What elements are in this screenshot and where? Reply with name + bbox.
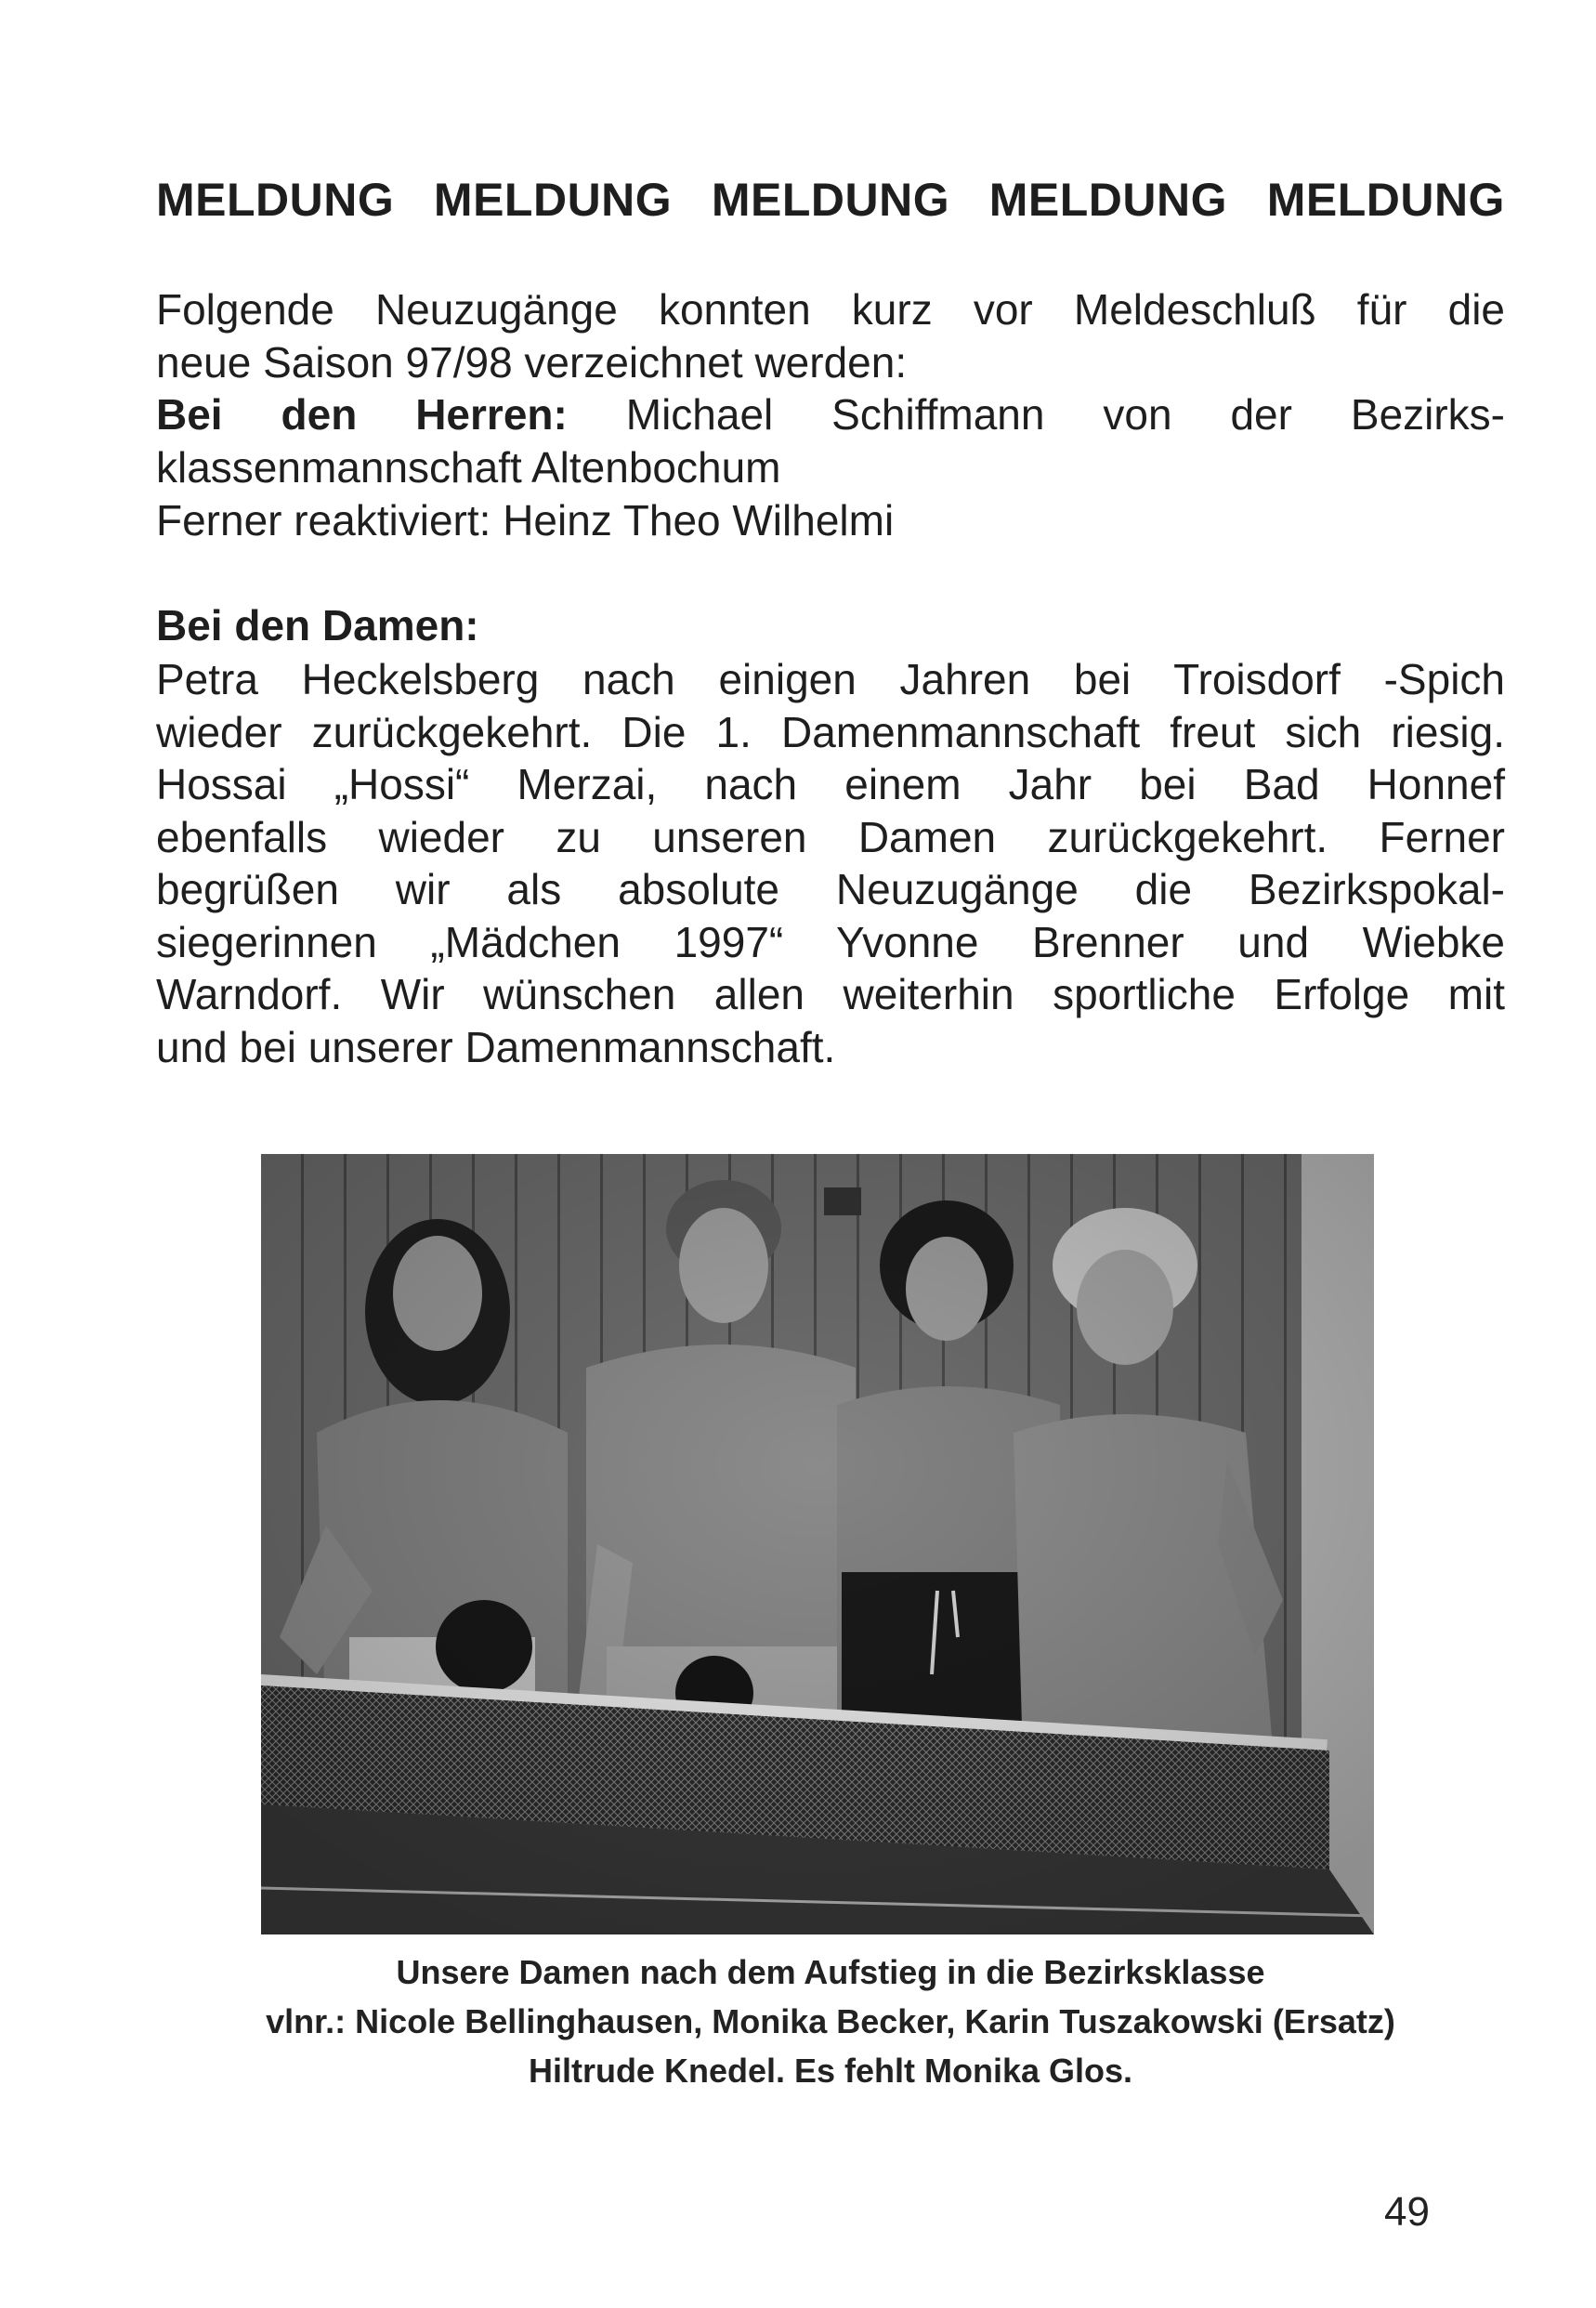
text-line: neue Saison 97/98 verzeichnet werden: — [156, 337, 908, 387]
headline-word: MELDUNG — [433, 174, 673, 226]
headline-word: MELDUNG — [988, 174, 1228, 226]
caption-line: vlnr.: Nicole Bellinghausen, Monika Becker, Karin Tuszakowski (Ersatz) — [266, 2002, 1395, 2040]
damen-paragraph — [156, 653, 1505, 1073]
text-line: und bei unserer Damenmannschaft. — [156, 1022, 836, 1071]
headline-word: MELDUNG — [711, 174, 950, 226]
caption-line: Unsere Damen nach dem Aufstieg in die Bezirksklasse — [396, 1953, 1265, 1991]
intro-paragraph — [156, 283, 1505, 388]
text-line: Petra Heckelsberg nach einigen Jahren bei Troisdorf -Spich — [156, 655, 1505, 703]
headline — [156, 172, 1505, 228]
text-line: Warndorf. Wir wünschen allen weiterhin sportliche Erfolge mit — [156, 970, 1505, 1018]
page-number: 49 — [1384, 2189, 1430, 2235]
photo-caption — [156, 1947, 1505, 2095]
text-line: siegerinnen „Mädchen 1997“ Yvonne Brenner und Wiebke — [156, 917, 1505, 966]
team-photo-illustration — [261, 1154, 1374, 1934]
text-line: ebenfalls wieder zu unseren Damen zurückgekehrt. Ferner — [156, 812, 1505, 861]
text-line: begrüßen wir als absolute Neuzugänge die Bezirkspokal- — [156, 865, 1505, 913]
text-line: Hossai „Hossi“ Merzai, nach einem Jahr bei Bad Honnef — [156, 760, 1505, 808]
text-line: klassenmannschaft Altenbochum — [156, 442, 781, 492]
damen-heading: Bei den Damen: — [156, 601, 479, 649]
headline-word: MELDUNG — [1266, 174, 1505, 226]
ferner-paragraph — [156, 494, 1505, 547]
text-line: Folgende Neuzugänge konnten kurz vor Meldeschluß für die — [156, 285, 1505, 334]
team-photo — [261, 1154, 1374, 1934]
text-line — [156, 388, 1505, 441]
caption-line: Hiltrude Knedel. Es fehlt Monika Glos. — [528, 2052, 1133, 2090]
headline-word: MELDUNG — [156, 174, 395, 226]
herren-label: Bei den Herren: — [156, 390, 568, 439]
herren-text: Michael Schiffmann von der Bezirks- — [567, 390, 1506, 439]
text-line: Ferner reaktiviert: Heinz Theo Wilhelmi — [156, 496, 895, 544]
herren-paragraph — [156, 388, 1505, 493]
text-line: wieder zurückgekehrt. Die 1. Damenmannschaft freut sich riesig. — [156, 707, 1505, 756]
